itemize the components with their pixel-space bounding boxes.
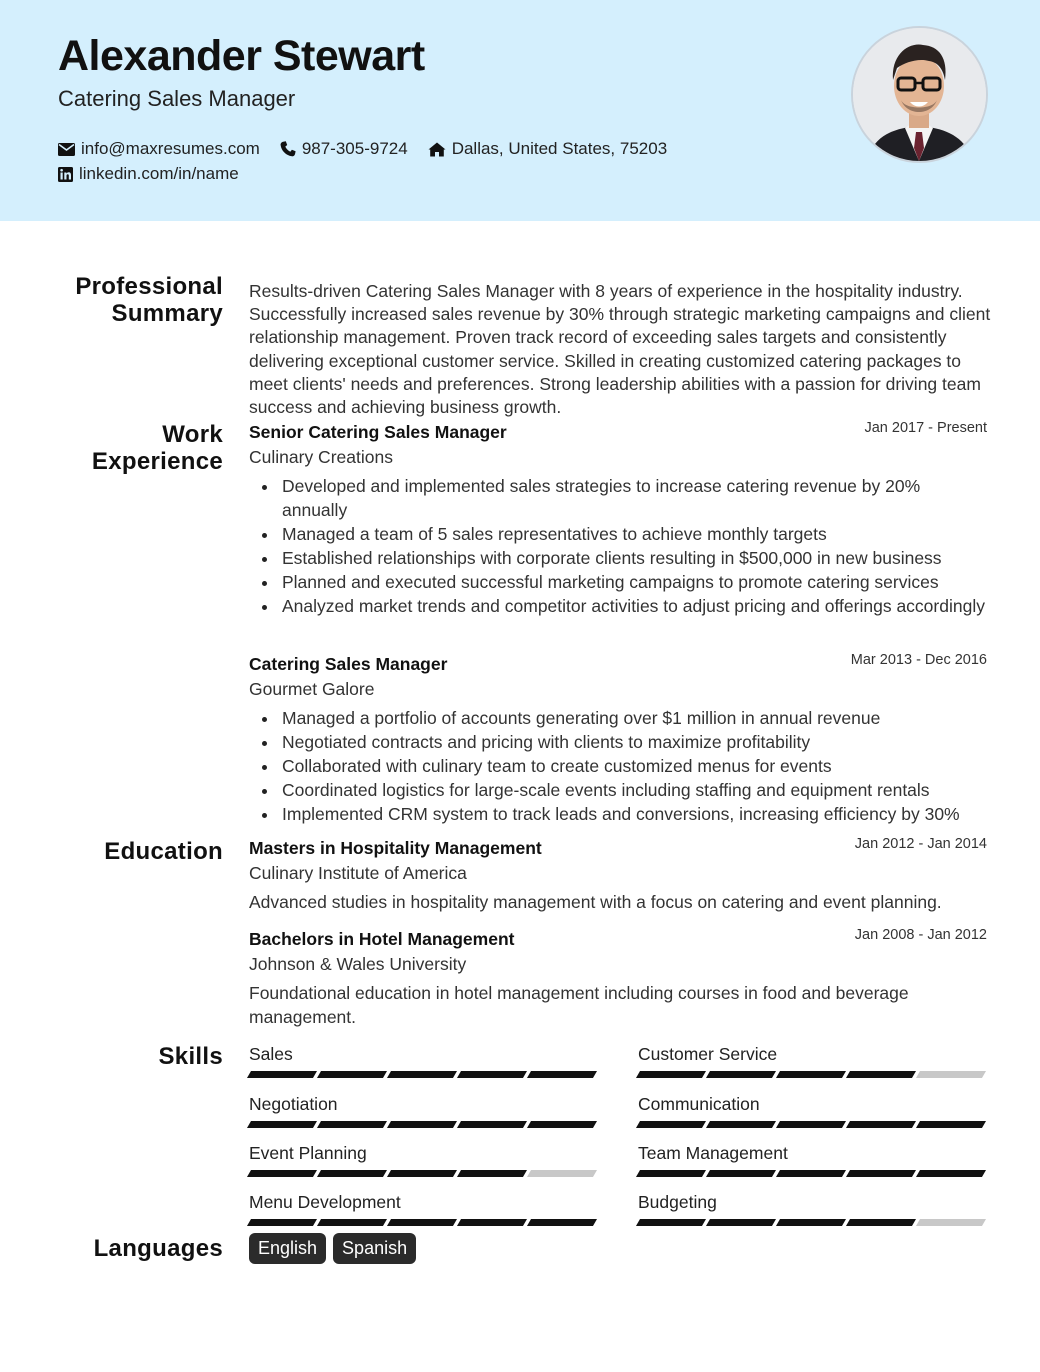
skill-item xyxy=(249,1192,597,1226)
skill-level-segment xyxy=(527,1071,597,1078)
profile-photo xyxy=(851,26,988,163)
skill-level-bar xyxy=(638,1071,986,1078)
skill-level-segment xyxy=(846,1170,916,1177)
skill-item xyxy=(249,1044,597,1078)
skill-level-segment xyxy=(247,1121,317,1128)
skill-level-segment xyxy=(916,1071,986,1078)
education-description: Advanced studies in hospitality management with a focus on catering and event planning. xyxy=(249,892,942,912)
skill-level-segment xyxy=(706,1071,776,1078)
education-degree: Bachelors in Hotel Management xyxy=(249,929,515,949)
skill-level-segment xyxy=(846,1071,916,1078)
skill-level-segment xyxy=(527,1170,597,1177)
skill-level-bar xyxy=(249,1121,597,1128)
job-role: Catering Sales Manager xyxy=(249,654,448,674)
list-item: Implemented CRM system to track leads and conversions, increasing efficiency by 30% xyxy=(249,803,987,827)
skill-level-segment xyxy=(247,1170,317,1177)
section-title-summary xyxy=(75,273,223,327)
skill-level-segment xyxy=(776,1219,846,1226)
linkedin-text: linkedin.com/in/name xyxy=(79,164,239,183)
skill-name: Sales xyxy=(249,1044,293,1064)
skill-level-bar xyxy=(249,1071,597,1078)
skill-level-segment xyxy=(317,1121,387,1128)
skill-level-segment xyxy=(706,1170,776,1177)
job-bullets xyxy=(249,707,987,827)
skill-name: Communication xyxy=(638,1094,760,1114)
home-icon xyxy=(428,142,446,157)
skill-name: Customer Service xyxy=(638,1044,778,1064)
section-title-skills: Skills xyxy=(158,1043,223,1070)
skill-level-segment xyxy=(846,1219,916,1226)
skill-level-segment xyxy=(776,1121,846,1128)
skill-item xyxy=(638,1094,986,1128)
skill-level-segment xyxy=(457,1071,527,1078)
contact-row xyxy=(58,139,687,159)
contact-row-2 xyxy=(58,164,259,184)
skill-item xyxy=(249,1094,597,1128)
education-entry xyxy=(249,838,987,915)
contact-email[interactable] xyxy=(58,139,260,159)
language-badge: English xyxy=(249,1233,326,1264)
section-title-line: Professional xyxy=(75,273,223,300)
skill-level-segment xyxy=(527,1219,597,1226)
education-dates: Jan 2012 - Jan 2014 xyxy=(854,836,987,852)
skill-level-segment xyxy=(846,1121,916,1128)
skill-level-bar xyxy=(638,1170,986,1177)
section-title-languages: Languages xyxy=(93,1235,223,1262)
skill-item xyxy=(249,1143,597,1177)
skill-level-bar xyxy=(638,1219,986,1226)
contact-phone[interactable] xyxy=(280,139,408,159)
skill-name: Event Planning xyxy=(249,1143,367,1163)
section-title-experience xyxy=(92,421,223,475)
education-degree: Masters in Hospitality Management xyxy=(249,838,542,858)
skill-level-bar xyxy=(249,1170,597,1177)
skill-item xyxy=(638,1192,986,1226)
list-item: Planned and executed successful marketing campaigns to promote catering services xyxy=(249,571,987,595)
skill-name: Team Management xyxy=(638,1143,788,1163)
phone-icon xyxy=(280,141,296,157)
skill-item xyxy=(638,1044,986,1078)
skill-level-segment xyxy=(457,1121,527,1128)
education-school: Johnson & Wales University xyxy=(249,954,467,974)
phone-text: 987-305-9724 xyxy=(301,139,408,158)
skill-level-segment xyxy=(317,1170,387,1177)
list-item: Established relationships with corporate clients resulting in $500,000 in new business xyxy=(249,547,987,571)
section-title-line: Work xyxy=(162,421,223,448)
location-text: Dallas, United States, 75203 xyxy=(451,139,668,158)
job-dates: Mar 2013 - Dec 2016 xyxy=(850,652,987,668)
skill-name: Budgeting xyxy=(638,1192,717,1212)
skill-level-segment xyxy=(387,1170,457,1177)
education-description: Foundational education in hotel management including courses in food and beverage management. xyxy=(249,983,909,1027)
job-company: Gourmet Galore xyxy=(249,679,375,699)
skill-level-segment xyxy=(247,1219,317,1226)
list-item: Analyzed market trends and competitor activities to adjust pricing and offerings accordingly xyxy=(249,595,987,619)
skill-level-segment xyxy=(916,1219,986,1226)
resume-header xyxy=(0,0,1040,221)
skill-level-segment xyxy=(317,1071,387,1078)
skill-level-segment xyxy=(387,1219,457,1226)
skill-level-segment xyxy=(636,1071,706,1078)
skill-level-segment xyxy=(387,1121,457,1128)
skill-item xyxy=(638,1143,986,1177)
linkedin-icon xyxy=(58,167,73,182)
job-entry xyxy=(249,654,987,827)
section-title-education: Education xyxy=(104,838,223,865)
education-school: Culinary Institute of America xyxy=(249,863,467,883)
skill-name: Negotiation xyxy=(249,1094,338,1114)
language-badge: Spanish xyxy=(333,1233,416,1264)
skill-level-segment xyxy=(916,1121,986,1128)
list-item: Managed a team of 5 sales representatives to achieve monthly targets xyxy=(249,523,987,547)
list-item: Negotiated contracts and pricing with clients to maximize profitability xyxy=(249,731,987,755)
job-bullets xyxy=(249,475,987,618)
summary-text: Results-driven Catering Sales Manager with 8 years of experience in the hospitality industry. Successfully increased sales revenue by 30% through strategic marketing campaigns and client relationship management. Proven track record of exceeding sales targets and consistently delivering exceptional customer service. Skilled in creating customized catering packages to meet clients' needs and preferences. Strong leadership abilities with a passion for driving team success and achieving business growth. xyxy=(249,281,991,418)
section-title-line: Experience xyxy=(91,448,223,475)
education-header xyxy=(249,838,987,862)
list-item: Managed a portfolio of accounts generating over $1 million in annual revenue xyxy=(249,707,987,731)
job-company: Culinary Creations xyxy=(249,447,393,467)
skill-level-segment xyxy=(706,1219,776,1226)
skill-level-segment xyxy=(636,1219,706,1226)
candidate-title: Catering Sales Manager xyxy=(58,86,296,111)
skill-level-segment xyxy=(916,1170,986,1177)
job-header xyxy=(249,654,987,678)
skill-level-segment xyxy=(247,1071,317,1078)
skill-level-bar xyxy=(249,1219,597,1226)
skill-level-segment xyxy=(706,1121,776,1128)
education-header xyxy=(249,929,987,953)
skill-level-segment xyxy=(317,1219,387,1226)
contact-location xyxy=(428,139,667,159)
job-dates: Jan 2017 - Present xyxy=(864,420,987,436)
candidate-name: Alexander Stewart xyxy=(58,32,425,80)
education-dates: Jan 2008 - Jan 2012 xyxy=(854,927,987,943)
skill-level-segment xyxy=(776,1170,846,1177)
skill-level-segment xyxy=(636,1170,706,1177)
section-title-line: Summary xyxy=(111,300,223,327)
list-item: Coordinated logistics for large-scale events including staffing and equipment rentals xyxy=(249,779,987,803)
education-entry xyxy=(249,929,987,1029)
envelope-icon xyxy=(58,143,75,156)
job-header xyxy=(249,422,987,446)
skill-level-segment xyxy=(776,1071,846,1078)
skill-level-segment xyxy=(636,1121,706,1128)
job-role: Senior Catering Sales Manager xyxy=(249,422,507,442)
languages-list xyxy=(249,1233,423,1264)
list-item: Developed and implemented sales strategies to increase catering revenue by 20% annually xyxy=(249,475,987,522)
skill-level-segment xyxy=(457,1170,527,1177)
job-entry xyxy=(249,422,987,619)
skill-level-segment xyxy=(457,1219,527,1226)
skill-level-segment xyxy=(527,1121,597,1128)
email-text: info@maxresumes.com xyxy=(81,139,260,158)
contact-linkedin[interactable] xyxy=(58,164,239,184)
skill-level-segment xyxy=(387,1071,457,1078)
skill-name: Menu Development xyxy=(249,1192,401,1212)
list-item: Collaborated with culinary team to create customized menus for events xyxy=(249,755,987,779)
skill-level-bar xyxy=(638,1121,986,1128)
